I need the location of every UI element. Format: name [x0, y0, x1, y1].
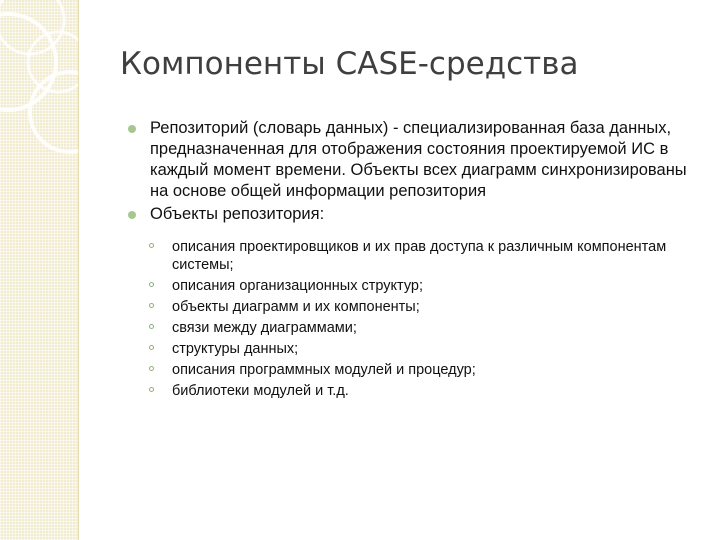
- sub-bullet-text: описания организационных структур;: [172, 278, 424, 294]
- sub-bullet-item: [128, 277, 708, 295]
- decorative-circles: [0, 0, 100, 160]
- sub-bullet-item: [128, 382, 708, 400]
- bullet-repository: [128, 118, 708, 202]
- sub-bullet-text: библиотеки модулей и т.д.: [172, 383, 349, 399]
- sub-bullet-item: [128, 319, 708, 337]
- sub-bullet-text: описания проектировщиков и их прав доступа к различным компонентам системы;: [172, 239, 667, 273]
- sub-bullet-text: объекты диаграмм и их компоненты;: [172, 299, 420, 315]
- bullet-dot-icon: [128, 125, 136, 133]
- ring-bullet-icon: [149, 282, 154, 287]
- sub-bullet-text: структуры данных;: [172, 341, 299, 357]
- sub-bullet-item: [128, 340, 708, 358]
- sub-bullet-text: описания программных модулей и процедур;: [172, 362, 476, 378]
- bullet-text: Репозиторий (словарь данных) - специализированная база данных, предназначенная для отображения состояния проектируемой ИС в каждый момент времени. Объекты всех диаграмм синхронизированы на основе общей информации репозитория: [150, 119, 687, 200]
- bullet-dot-icon: [128, 211, 136, 219]
- bullet-repository-objects: [128, 204, 708, 225]
- bullet-text: Объекты репозитория:: [150, 205, 325, 223]
- ring-bullet-icon: [149, 243, 154, 248]
- sub-bullet-item: [128, 238, 708, 274]
- slide-title: Компоненты CASE-средства: [120, 46, 579, 82]
- sub-bullet-text: связи между диаграммами;: [172, 320, 357, 336]
- sub-bullet-list: [128, 238, 708, 400]
- slide-content: [128, 118, 708, 403]
- ring-bullet-icon: [149, 324, 154, 329]
- ring-bullet-icon: [149, 366, 154, 371]
- ring-bullet-icon: [149, 387, 154, 392]
- side-divider: [78, 0, 79, 540]
- ring-bullet-icon: [149, 303, 154, 308]
- sub-bullet-item: [128, 298, 708, 316]
- ring-bullet-icon: [149, 345, 154, 350]
- sub-bullet-item: [128, 361, 708, 379]
